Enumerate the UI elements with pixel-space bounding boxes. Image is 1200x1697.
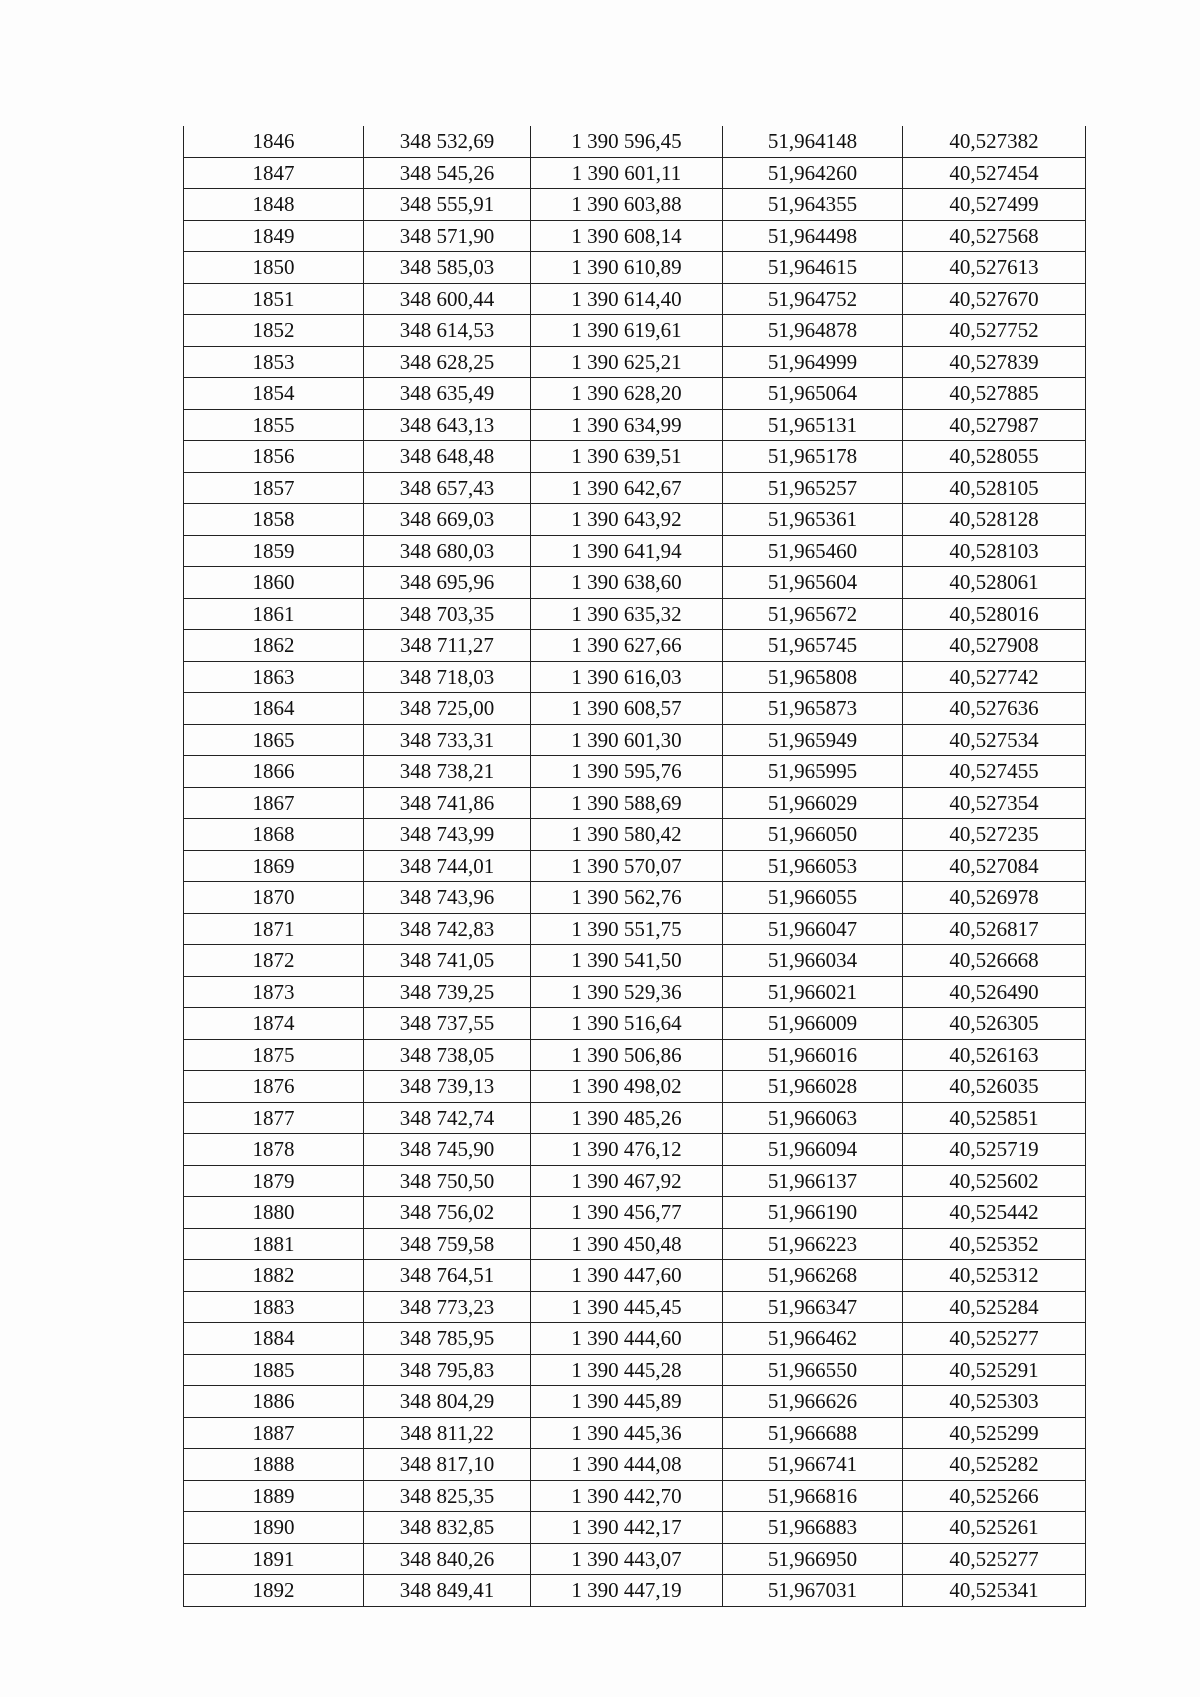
- x-coordinate-cell: 348 703,35: [364, 598, 531, 630]
- table-row: [184, 630, 1086, 662]
- longitude-cell: 40,527454: [903, 157, 1086, 189]
- table-row: [184, 1102, 1086, 1134]
- point-number-cell: 1889: [184, 1480, 364, 1512]
- longitude-cell: 40,528105: [903, 472, 1086, 504]
- y-coordinate-cell: 1 390 443,07: [531, 1543, 723, 1575]
- longitude-cell: 40,527636: [903, 693, 1086, 725]
- latitude-cell: 51,966190: [723, 1197, 903, 1229]
- point-number-cell: 1847: [184, 157, 364, 189]
- point-number-cell: 1854: [184, 378, 364, 410]
- table-row: [184, 598, 1086, 630]
- latitude-cell: 51,965361: [723, 504, 903, 536]
- table-row: [184, 1039, 1086, 1071]
- table-row: [184, 472, 1086, 504]
- point-number-cell: 1883: [184, 1291, 364, 1323]
- table-row: [184, 283, 1086, 315]
- longitude-cell: 40,528061: [903, 567, 1086, 599]
- y-coordinate-cell: 1 390 529,36: [531, 976, 723, 1008]
- longitude-cell: 40,526490: [903, 976, 1086, 1008]
- point-number-cell: 1849: [184, 220, 364, 252]
- latitude-cell: 51,966462: [723, 1323, 903, 1355]
- point-number-cell: 1857: [184, 472, 364, 504]
- latitude-cell: 51,964615: [723, 252, 903, 284]
- longitude-cell: 40,525282: [903, 1449, 1086, 1481]
- x-coordinate-cell: 348 555,91: [364, 189, 531, 221]
- table-row: [184, 913, 1086, 945]
- x-coordinate-cell: 348 743,99: [364, 819, 531, 851]
- latitude-cell: 51,965064: [723, 378, 903, 410]
- x-coordinate-cell: 348 571,90: [364, 220, 531, 252]
- latitude-cell: 51,966223: [723, 1228, 903, 1260]
- longitude-cell: 40,527499: [903, 189, 1086, 221]
- x-coordinate-cell: 348 756,02: [364, 1197, 531, 1229]
- longitude-cell: 40,526668: [903, 945, 1086, 977]
- longitude-cell: 40,525299: [903, 1417, 1086, 1449]
- table-row: [184, 189, 1086, 221]
- point-number-cell: 1890: [184, 1512, 364, 1544]
- x-coordinate-cell: 348 680,03: [364, 535, 531, 567]
- x-coordinate-cell: 348 737,55: [364, 1008, 531, 1040]
- y-coordinate-cell: 1 390 643,92: [531, 504, 723, 536]
- y-coordinate-cell: 1 390 447,19: [531, 1575, 723, 1607]
- table-row: [184, 1071, 1086, 1103]
- y-coordinate-cell: 1 390 642,67: [531, 472, 723, 504]
- point-number-cell: 1868: [184, 819, 364, 851]
- longitude-cell: 40,525277: [903, 1323, 1086, 1355]
- point-number-cell: 1879: [184, 1165, 364, 1197]
- point-number-cell: 1878: [184, 1134, 364, 1166]
- point-number-cell: 1864: [184, 693, 364, 725]
- point-number-cell: 1875: [184, 1039, 364, 1071]
- longitude-cell: 40,526163: [903, 1039, 1086, 1071]
- longitude-cell: 40,525284: [903, 1291, 1086, 1323]
- x-coordinate-cell: 348 849,41: [364, 1575, 531, 1607]
- y-coordinate-cell: 1 390 608,57: [531, 693, 723, 725]
- latitude-cell: 51,965178: [723, 441, 903, 473]
- table-row: [184, 693, 1086, 725]
- table-row: [184, 1134, 1086, 1166]
- longitude-cell: 40,526817: [903, 913, 1086, 945]
- latitude-cell: 51,966053: [723, 850, 903, 882]
- table-row: [184, 157, 1086, 189]
- table-row: [184, 1386, 1086, 1418]
- x-coordinate-cell: 348 657,43: [364, 472, 531, 504]
- y-coordinate-cell: 1 390 635,32: [531, 598, 723, 630]
- latitude-cell: 51,965257: [723, 472, 903, 504]
- point-number-cell: 1853: [184, 346, 364, 378]
- table-row: [184, 441, 1086, 473]
- latitude-cell: 51,964148: [723, 126, 903, 157]
- y-coordinate-cell: 1 390 551,75: [531, 913, 723, 945]
- x-coordinate-cell: 348 695,96: [364, 567, 531, 599]
- table-row: [184, 126, 1086, 157]
- latitude-cell: 51,966028: [723, 1071, 903, 1103]
- y-coordinate-cell: 1 390 601,30: [531, 724, 723, 756]
- table-row: [184, 378, 1086, 410]
- latitude-cell: 51,966021: [723, 976, 903, 1008]
- point-number-cell: 1885: [184, 1354, 364, 1386]
- x-coordinate-cell: 348 711,27: [364, 630, 531, 662]
- y-coordinate-cell: 1 390 562,76: [531, 882, 723, 914]
- longitude-cell: 40,528055: [903, 441, 1086, 473]
- y-coordinate-cell: 1 390 588,69: [531, 787, 723, 819]
- x-coordinate-cell: 348 764,51: [364, 1260, 531, 1292]
- y-coordinate-cell: 1 390 467,92: [531, 1165, 723, 1197]
- y-coordinate-cell: 1 390 506,86: [531, 1039, 723, 1071]
- table-row: [184, 315, 1086, 347]
- point-number-cell: 1861: [184, 598, 364, 630]
- y-coordinate-cell: 1 390 450,48: [531, 1228, 723, 1260]
- table-row: [184, 346, 1086, 378]
- x-coordinate-cell: 348 825,35: [364, 1480, 531, 1512]
- point-number-cell: 1876: [184, 1071, 364, 1103]
- point-number-cell: 1884: [184, 1323, 364, 1355]
- x-coordinate-cell: 348 817,10: [364, 1449, 531, 1481]
- y-coordinate-cell: 1 390 616,03: [531, 661, 723, 693]
- point-number-cell: 1858: [184, 504, 364, 536]
- latitude-cell: 51,966950: [723, 1543, 903, 1575]
- longitude-cell: 40,525312: [903, 1260, 1086, 1292]
- latitude-cell: 51,966550: [723, 1354, 903, 1386]
- x-coordinate-cell: 348 742,74: [364, 1102, 531, 1134]
- y-coordinate-cell: 1 390 447,60: [531, 1260, 723, 1292]
- longitude-cell: 40,525261: [903, 1512, 1086, 1544]
- longitude-cell: 40,526978: [903, 882, 1086, 914]
- point-number-cell: 1887: [184, 1417, 364, 1449]
- longitude-cell: 40,527568: [903, 220, 1086, 252]
- x-coordinate-cell: 348 532,69: [364, 126, 531, 157]
- table-row: [184, 661, 1086, 693]
- longitude-cell: 40,527908: [903, 630, 1086, 662]
- y-coordinate-cell: 1 390 634,99: [531, 409, 723, 441]
- table-row: [184, 882, 1086, 914]
- point-number-cell: 1873: [184, 976, 364, 1008]
- table-row: [184, 1165, 1086, 1197]
- y-coordinate-cell: 1 390 608,14: [531, 220, 723, 252]
- x-coordinate-cell: 348 742,83: [364, 913, 531, 945]
- table-row: [184, 252, 1086, 284]
- latitude-cell: 51,964999: [723, 346, 903, 378]
- point-number-cell: 1860: [184, 567, 364, 599]
- latitude-cell: 51,965808: [723, 661, 903, 693]
- latitude-cell: 51,966047: [723, 913, 903, 945]
- point-number-cell: 1880: [184, 1197, 364, 1229]
- x-coordinate-cell: 348 628,25: [364, 346, 531, 378]
- longitude-cell: 40,527354: [903, 787, 1086, 819]
- table-row: [184, 1228, 1086, 1260]
- longitude-cell: 40,525442: [903, 1197, 1086, 1229]
- y-coordinate-cell: 1 390 570,07: [531, 850, 723, 882]
- table-row: [184, 1480, 1086, 1512]
- y-coordinate-cell: 1 390 639,51: [531, 441, 723, 473]
- longitude-cell: 40,525851: [903, 1102, 1086, 1134]
- y-coordinate-cell: 1 390 610,89: [531, 252, 723, 284]
- table-row: [184, 819, 1086, 851]
- point-number-cell: 1865: [184, 724, 364, 756]
- latitude-cell: 51,965949: [723, 724, 903, 756]
- point-number-cell: 1859: [184, 535, 364, 567]
- longitude-cell: 40,528016: [903, 598, 1086, 630]
- x-coordinate-cell: 348 643,13: [364, 409, 531, 441]
- point-number-cell: 1877: [184, 1102, 364, 1134]
- point-number-cell: 1855: [184, 409, 364, 441]
- longitude-cell: 40,526035: [903, 1071, 1086, 1103]
- point-number-cell: 1888: [184, 1449, 364, 1481]
- longitude-cell: 40,527534: [903, 724, 1086, 756]
- table-row: [184, 1323, 1086, 1355]
- point-number-cell: 1852: [184, 315, 364, 347]
- latitude-cell: 51,966055: [723, 882, 903, 914]
- x-coordinate-cell: 348 759,58: [364, 1228, 531, 1260]
- y-coordinate-cell: 1 390 638,60: [531, 567, 723, 599]
- longitude-cell: 40,525291: [903, 1354, 1086, 1386]
- table-row: [184, 1512, 1086, 1544]
- table-row: [184, 1417, 1086, 1449]
- y-coordinate-cell: 1 390 601,11: [531, 157, 723, 189]
- coordinates-table-body: [184, 126, 1086, 1606]
- y-coordinate-cell: 1 390 619,61: [531, 315, 723, 347]
- y-coordinate-cell: 1 390 627,66: [531, 630, 723, 662]
- y-coordinate-cell: 1 390 625,21: [531, 346, 723, 378]
- x-coordinate-cell: 348 832,85: [364, 1512, 531, 1544]
- point-number-cell: 1892: [184, 1575, 364, 1607]
- longitude-cell: 40,527382: [903, 126, 1086, 157]
- table-row: [184, 1197, 1086, 1229]
- latitude-cell: 51,966688: [723, 1417, 903, 1449]
- x-coordinate-cell: 348 739,25: [364, 976, 531, 1008]
- x-coordinate-cell: 348 785,95: [364, 1323, 531, 1355]
- y-coordinate-cell: 1 390 456,77: [531, 1197, 723, 1229]
- longitude-cell: 40,527885: [903, 378, 1086, 410]
- y-coordinate-cell: 1 390 445,89: [531, 1386, 723, 1418]
- x-coordinate-cell: 348 725,00: [364, 693, 531, 725]
- y-coordinate-cell: 1 390 628,20: [531, 378, 723, 410]
- point-number-cell: 1882: [184, 1260, 364, 1292]
- x-coordinate-cell: 348 804,29: [364, 1386, 531, 1418]
- x-coordinate-cell: 348 614,53: [364, 315, 531, 347]
- point-number-cell: 1851: [184, 283, 364, 315]
- point-number-cell: 1856: [184, 441, 364, 473]
- x-coordinate-cell: 348 738,05: [364, 1039, 531, 1071]
- latitude-cell: 51,966883: [723, 1512, 903, 1544]
- longitude-cell: 40,527613: [903, 252, 1086, 284]
- table-row: [184, 567, 1086, 599]
- y-coordinate-cell: 1 390 444,08: [531, 1449, 723, 1481]
- longitude-cell: 40,527235: [903, 819, 1086, 851]
- table-row: [184, 787, 1086, 819]
- latitude-cell: 51,964752: [723, 283, 903, 315]
- table-row: [184, 504, 1086, 536]
- latitude-cell: 51,966094: [723, 1134, 903, 1166]
- x-coordinate-cell: 348 733,31: [364, 724, 531, 756]
- y-coordinate-cell: 1 390 541,50: [531, 945, 723, 977]
- point-number-cell: 1867: [184, 787, 364, 819]
- longitude-cell: 40,527839: [903, 346, 1086, 378]
- longitude-cell: 40,528128: [903, 504, 1086, 536]
- latitude-cell: 51,964355: [723, 189, 903, 221]
- point-number-cell: 1850: [184, 252, 364, 284]
- latitude-cell: 51,966029: [723, 787, 903, 819]
- longitude-cell: 40,525352: [903, 1228, 1086, 1260]
- table-row: [184, 1575, 1086, 1607]
- y-coordinate-cell: 1 390 596,45: [531, 126, 723, 157]
- x-coordinate-cell: 348 743,96: [364, 882, 531, 914]
- latitude-cell: 51,966626: [723, 1386, 903, 1418]
- y-coordinate-cell: 1 390 595,76: [531, 756, 723, 788]
- y-coordinate-cell: 1 390 614,40: [531, 283, 723, 315]
- longitude-cell: 40,525719: [903, 1134, 1086, 1166]
- latitude-cell: 51,966009: [723, 1008, 903, 1040]
- latitude-cell: 51,966016: [723, 1039, 903, 1071]
- point-number-cell: 1871: [184, 913, 364, 945]
- longitude-cell: 40,525266: [903, 1480, 1086, 1512]
- y-coordinate-cell: 1 390 445,28: [531, 1354, 723, 1386]
- point-number-cell: 1863: [184, 661, 364, 693]
- longitude-cell: 40,527742: [903, 661, 1086, 693]
- y-coordinate-cell: 1 390 580,42: [531, 819, 723, 851]
- x-coordinate-cell: 348 739,13: [364, 1071, 531, 1103]
- table-row: [184, 409, 1086, 441]
- latitude-cell: 51,966034: [723, 945, 903, 977]
- x-coordinate-cell: 348 741,86: [364, 787, 531, 819]
- latitude-cell: 51,966347: [723, 1291, 903, 1323]
- y-coordinate-cell: 1 390 485,26: [531, 1102, 723, 1134]
- point-number-cell: 1881: [184, 1228, 364, 1260]
- point-number-cell: 1870: [184, 882, 364, 914]
- x-coordinate-cell: 348 545,26: [364, 157, 531, 189]
- table-row: [184, 1260, 1086, 1292]
- longitude-cell: 40,526305: [903, 1008, 1086, 1040]
- longitude-cell: 40,525277: [903, 1543, 1086, 1575]
- latitude-cell: 51,966063: [723, 1102, 903, 1134]
- y-coordinate-cell: 1 390 442,17: [531, 1512, 723, 1544]
- table-row: [184, 756, 1086, 788]
- table-row: [184, 1543, 1086, 1575]
- longitude-cell: 40,527670: [903, 283, 1086, 315]
- latitude-cell: 51,966741: [723, 1449, 903, 1481]
- x-coordinate-cell: 348 745,90: [364, 1134, 531, 1166]
- table-row: [184, 976, 1086, 1008]
- point-number-cell: 1891: [184, 1543, 364, 1575]
- x-coordinate-cell: 348 585,03: [364, 252, 531, 284]
- latitude-cell: 51,966816: [723, 1480, 903, 1512]
- longitude-cell: 40,527084: [903, 850, 1086, 882]
- latitude-cell: 51,965745: [723, 630, 903, 662]
- x-coordinate-cell: 348 600,44: [364, 283, 531, 315]
- table-row: [184, 535, 1086, 567]
- x-coordinate-cell: 348 840,26: [364, 1543, 531, 1575]
- x-coordinate-cell: 348 750,50: [364, 1165, 531, 1197]
- longitude-cell: 40,528103: [903, 535, 1086, 567]
- latitude-cell: 51,965131: [723, 409, 903, 441]
- latitude-cell: 51,966268: [723, 1260, 903, 1292]
- longitude-cell: 40,527455: [903, 756, 1086, 788]
- latitude-cell: 51,965672: [723, 598, 903, 630]
- table-row: [184, 1354, 1086, 1386]
- latitude-cell: 51,965460: [723, 535, 903, 567]
- latitude-cell: 51,964878: [723, 315, 903, 347]
- x-coordinate-cell: 348 718,03: [364, 661, 531, 693]
- y-coordinate-cell: 1 390 445,36: [531, 1417, 723, 1449]
- table-row: [184, 1008, 1086, 1040]
- y-coordinate-cell: 1 390 498,02: [531, 1071, 723, 1103]
- table-row: [184, 1291, 1086, 1323]
- point-number-cell: 1846: [184, 126, 364, 157]
- table-row: [184, 850, 1086, 882]
- x-coordinate-cell: 348 648,48: [364, 441, 531, 473]
- longitude-cell: 40,525303: [903, 1386, 1086, 1418]
- latitude-cell: 51,965604: [723, 567, 903, 599]
- table-row: [184, 1449, 1086, 1481]
- longitude-cell: 40,527987: [903, 409, 1086, 441]
- longitude-cell: 40,525341: [903, 1575, 1086, 1607]
- x-coordinate-cell: 348 635,49: [364, 378, 531, 410]
- y-coordinate-cell: 1 390 603,88: [531, 189, 723, 221]
- latitude-cell: 51,965995: [723, 756, 903, 788]
- y-coordinate-cell: 1 390 641,94: [531, 535, 723, 567]
- point-number-cell: 1866: [184, 756, 364, 788]
- x-coordinate-cell: 348 795,83: [364, 1354, 531, 1386]
- point-number-cell: 1872: [184, 945, 364, 977]
- point-number-cell: 1848: [184, 189, 364, 221]
- x-coordinate-cell: 348 669,03: [364, 504, 531, 536]
- point-number-cell: 1874: [184, 1008, 364, 1040]
- longitude-cell: 40,527752: [903, 315, 1086, 347]
- point-number-cell: 1886: [184, 1386, 364, 1418]
- x-coordinate-cell: 348 811,22: [364, 1417, 531, 1449]
- x-coordinate-cell: 348 741,05: [364, 945, 531, 977]
- y-coordinate-cell: 1 390 445,45: [531, 1291, 723, 1323]
- latitude-cell: 51,967031: [723, 1575, 903, 1607]
- x-coordinate-cell: 348 738,21: [364, 756, 531, 788]
- x-coordinate-cell: 348 773,23: [364, 1291, 531, 1323]
- point-number-cell: 1869: [184, 850, 364, 882]
- table-row: [184, 724, 1086, 756]
- table-row: [184, 945, 1086, 977]
- y-coordinate-cell: 1 390 476,12: [531, 1134, 723, 1166]
- coordinates-table: [183, 126, 1086, 1607]
- y-coordinate-cell: 1 390 444,60: [531, 1323, 723, 1355]
- table-row: [184, 220, 1086, 252]
- latitude-cell: 51,966050: [723, 819, 903, 851]
- latitude-cell: 51,966137: [723, 1165, 903, 1197]
- latitude-cell: 51,964260: [723, 157, 903, 189]
- latitude-cell: 51,964498: [723, 220, 903, 252]
- point-number-cell: 1862: [184, 630, 364, 662]
- y-coordinate-cell: 1 390 516,64: [531, 1008, 723, 1040]
- y-coordinate-cell: 1 390 442,70: [531, 1480, 723, 1512]
- longitude-cell: 40,525602: [903, 1165, 1086, 1197]
- latitude-cell: 51,965873: [723, 693, 903, 725]
- x-coordinate-cell: 348 744,01: [364, 850, 531, 882]
